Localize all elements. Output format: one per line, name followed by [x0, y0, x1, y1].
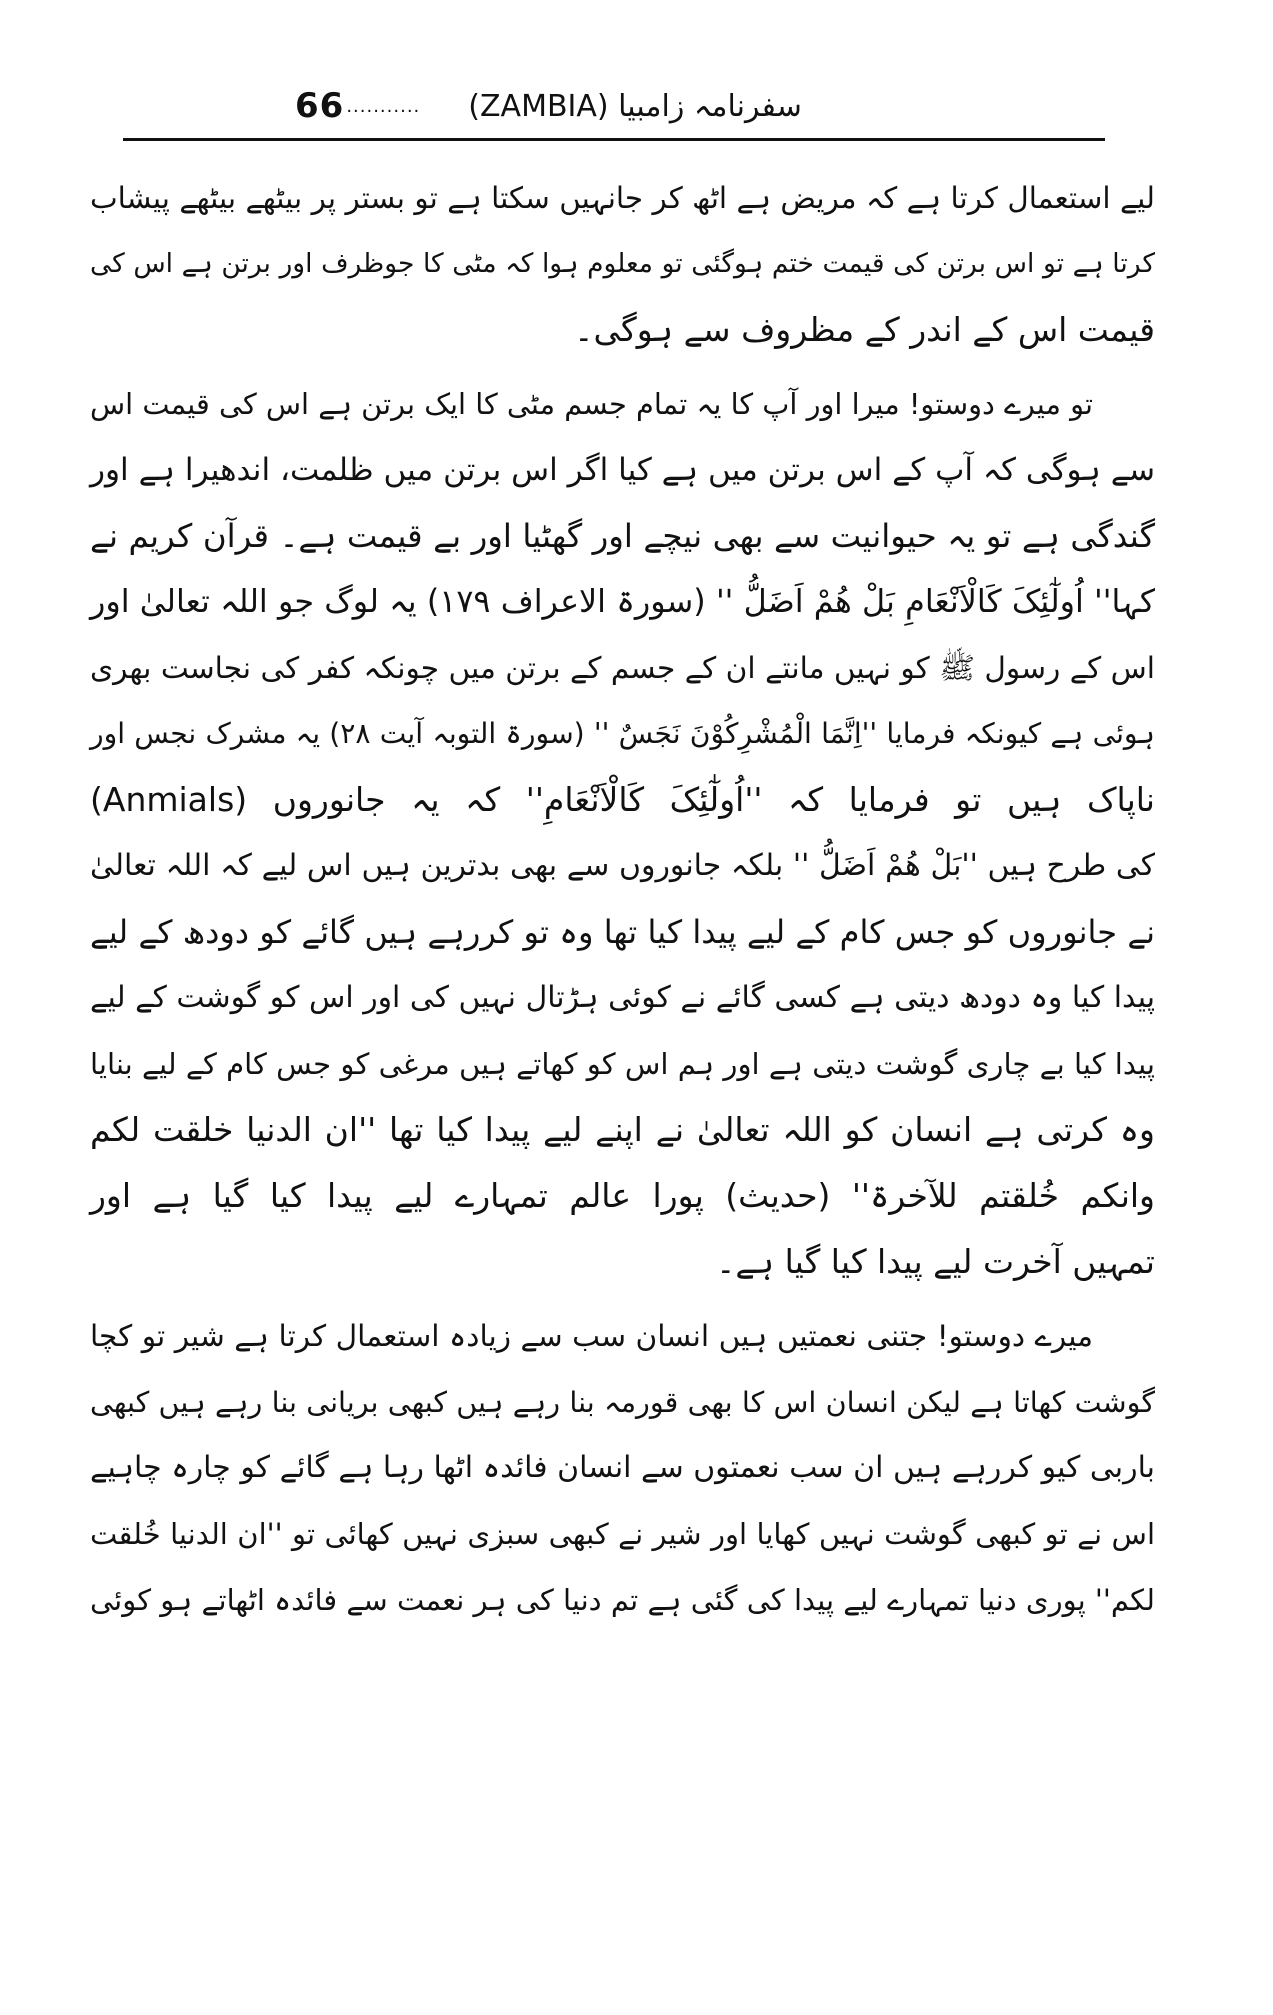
- text-line: میرے دوستو! جتنی نعمتیں ہیں انسان سب سے زیادہ استعمال کرتا ہے شیر تو کچا: [90, 1319, 1093, 1353]
- page-number: 66: [295, 86, 345, 126]
- text-line: نے جانوروں کو جس کام کے لیے پیدا کیا تھا وہ تو کررہے ہیں گائے کو دودھ کے لیے: [90, 913, 1155, 951]
- text-line: کرتا ہے تو اس برتن کی قیمت ختم ہوگئی تو معلوم ہوا کہ مٹی کا جوظرف اور برتن ہے اس کی: [90, 248, 1155, 279]
- text-line: باربی کیو کررہے ہیں ان سب نعمتوں سے انسان فائدہ اٹھا رہا ہے گائے کو چارہ چاہیے: [90, 1450, 1155, 1485]
- text-line: کہا'' اُولٰٓئِکَ کَالْاَنْعَامِ بَلْ ھُمْ اَضَلُّ '' (سورۃ الاعراف ۱۷۹) یہ لوگ جو اللہ تعالیٰ اور: [90, 583, 1155, 620]
- text-line: وانکم خُلقتم للآخرۃ'' (حدیث) پورا عالم تمہارے لیے پیدا کیا گیا ہے اور: [90, 1176, 1155, 1215]
- text-line: اس نے تو کبھی گوشت نہیں کھایا اور شیر نے کبھی سبزی نہیں کھائی تو ''ان الدنیا خُلقت: [90, 1517, 1155, 1551]
- text-line: تمہیں آخرت لیے پیدا کیا گیا ہے۔: [716, 1242, 1155, 1281]
- body-text: [90, 165, 1155, 1633]
- text-line: لکم'' پوری دنیا تمہارے لیے پیدا کی گئی ہے تم دنیا کی ہر نعمت سے فائدہ اٹھاتے ہو کوئی: [90, 1583, 1155, 1617]
- text-line: پیدا کیا بے چاری گوشت دیتی ہے اور ہم اس کو کھاتے ہیں مرغی کو جس کام کے لیے بنایا: [90, 1047, 1155, 1081]
- text-line: لیے استعمال کرتا ہے کہ مریض ہے اٹھ کر جانہیں سکتا ہے تو بستر پر بیٹھے بیٹھے پیشاب: [90, 181, 1155, 215]
- text-line: اس کے رسول ﷺ کو نہیں مانتے ان کے جسم کے برتن میں چونکہ کفر کی نجاست بھری: [90, 651, 1155, 685]
- text-line: کی طرح ہیں ''بَلْ ھُمْ اَضَلُّ '' بلکہ جانوروں سے بھی بدترین ہیں اس لیے کہ اللہ تعالیٰ: [90, 848, 1155, 883]
- header-divider: [123, 138, 1105, 141]
- text-line: پیدا کیا وہ دودھ دیتی ہے کسی گائے نے کوئی ہڑتال نہیں کی اور اس کو گوشت کے لیے: [90, 980, 1155, 1015]
- text-line: تو میرے دوستو! میرا اور آپ کا یہ تمام جسم مٹی کا ایک برتن ہے اس کی قیمت اس: [90, 387, 1093, 421]
- paragraph-gap: [90, 1295, 1155, 1303]
- text-line: سے ہوگی کہ آپ کے اس برتن میں ہے کیا اگر اس برتن میں ظلمت، اندھیرا ہے اور: [90, 452, 1155, 488]
- text-line: گندگی ہے تو یہ حیوانیت سے بھی نیچے اور گھٹیا اور بے قیمت ہے۔ قرآن کریم نے: [90, 517, 1155, 555]
- page-header: [295, 80, 895, 132]
- header-dot-leader: ...........: [346, 95, 421, 117]
- text-line: ناپاک ہیں تو فرمایا کہ ''اُولٰٓئِکَ کَالْاَنْعَامِ'' کہ یہ جانوروں (Anmials): [90, 780, 1155, 819]
- text-line: ہوئی ہے کیونکہ فرمایا ''اِنَّمَا الْمُشْرِکُوْنَ نَجَسٌ '' (سورۃ التوبہ آیت ۲۸) یہ مشرک نجس اور: [90, 717, 1155, 750]
- text-line: گوشت کھاتا ہے لیکن انسان اس کا بھی قورمہ بنا رہے ہیں کبھی بریانی بنا رہے ہیں کبھی: [90, 1385, 1155, 1419]
- running-title: سفرنامہ زامبیا (ZAMBIA): [468, 88, 802, 124]
- text-line: وہ کرتی ہے انسان کو اللہ تعالیٰ نے اپنے لیے پیدا کیا تھا ''ان الدنیا خلقت لکم: [90, 1110, 1155, 1149]
- text-line: قیمت اس کے اندر کے مظروف سے ہوگی۔: [574, 310, 1155, 349]
- paragraph-gap: [90, 363, 1155, 371]
